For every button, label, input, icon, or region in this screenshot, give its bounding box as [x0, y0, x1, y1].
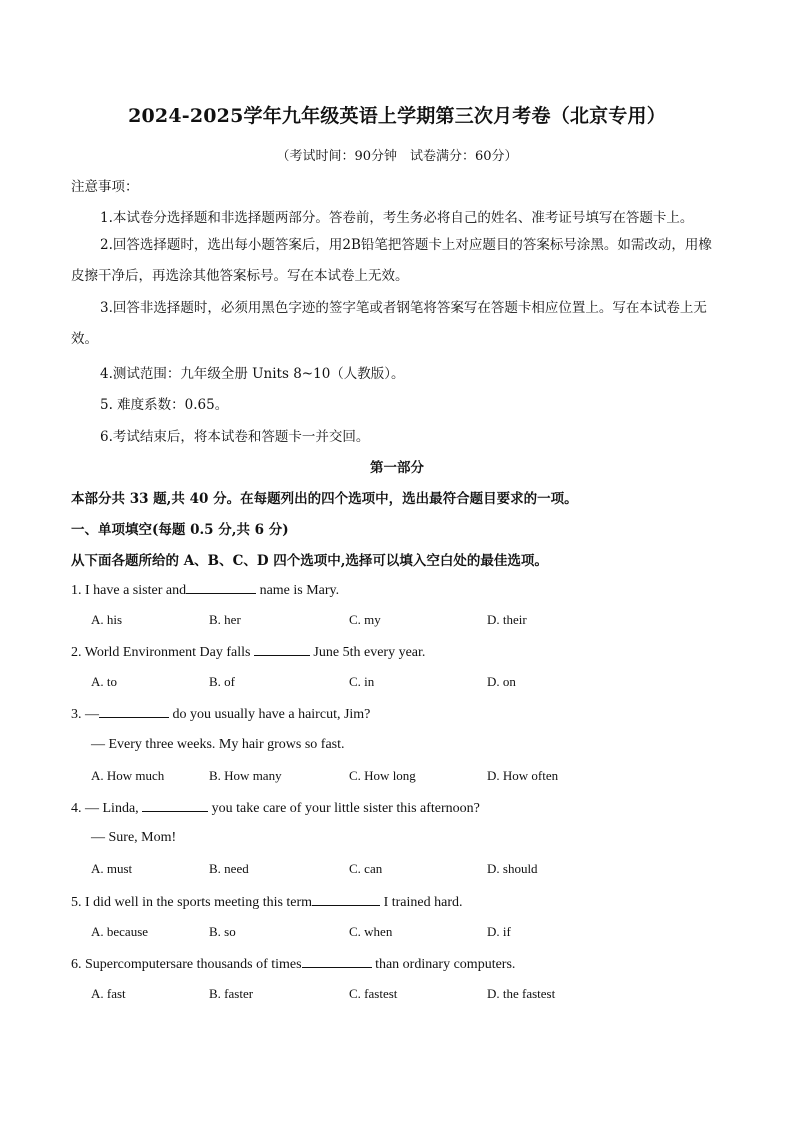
answer-blank	[99, 705, 169, 718]
question-2-option-b: B. of	[209, 674, 235, 689]
question-4-option-d: D. should	[487, 861, 538, 876]
question-3-option-d: D. How often	[487, 768, 559, 783]
section-title: 一、单项填空(每题 0.5 分,共 6 分)	[71, 522, 289, 538]
note-item-2: 2.回答选择题时，选出每小题答案后，用2B铅笔把答题卡上对应题目的答案标号涂黑。如需改动，用橡皮擦干净后，再选涂其他答案标号。写在本试卷上无效。	[71, 237, 712, 284]
question-1-option-b: B. her	[209, 612, 241, 627]
question-4-reply: — Sure, Mom!	[91, 830, 177, 845]
question-5-option-b: B. so	[209, 924, 236, 939]
question-3-stem-after: do you usually have a haircut, Jim?	[169, 707, 371, 722]
question-2-option-c: C. in	[349, 674, 375, 689]
answer-blank	[312, 893, 380, 906]
question-3-reply: — Every three weeks. My hair grows so fast.	[91, 737, 345, 752]
answer-blank	[142, 799, 208, 812]
question-4-option-a: A. must	[91, 861, 133, 876]
part-heading: 第一部分	[370, 460, 424, 476]
question-6-option-d: D. the fastest	[487, 986, 556, 1001]
question-6-option-c: C. fastest	[349, 986, 398, 1001]
note-item-1: 1.本试卷分选择题和非选择题两部分。答卷前，考生务必将自己的姓名、准考证号填写在答题卡上。	[100, 210, 694, 226]
question-3-stem-before: 3. —	[71, 707, 99, 722]
question-2-stem-after: June 5th every year.	[309, 645, 426, 660]
question-4-option-c: C. can	[349, 861, 383, 876]
question-2-option-a: A. to	[91, 674, 117, 689]
question-5-stem	[71, 893, 463, 911]
question-5-option-c: C. when	[349, 924, 393, 939]
exam-title: 2024-2025学年九年级英语上学期第三次月考卷（北京专用）	[128, 105, 666, 127]
question-6-option-b: B. faster	[209, 986, 254, 1001]
question-4-stem-after: you take care of your little sister this afternoon?	[208, 801, 480, 816]
question-3-option-b: B. How many	[209, 768, 282, 783]
question-1-stem-after: name is Mary.	[256, 583, 340, 598]
question-1-option-c: C. my	[349, 612, 381, 627]
question-5-stem-before: 5. I did well in the sports meeting this term	[71, 895, 313, 910]
notes-heading: 注意事项：	[71, 179, 139, 195]
question-4-stem-before: 4. — Linda,	[71, 801, 143, 816]
question-4-option-b: B. need	[209, 861, 249, 876]
exam-subtitle: （考试时间：90分钟 试卷满分：60分）	[276, 149, 518, 164]
question-5-option-d: D. if	[487, 924, 511, 939]
question-2-option-d: D. on	[487, 674, 516, 689]
part-intro: 本部分共 33 题,共 40 分。在每题列出的四个选项中，选出最符合题目要求的一项。	[71, 491, 578, 507]
question-5-option-a: A. because	[91, 924, 149, 939]
question-6-option-a: A. fast	[91, 986, 126, 1001]
question-3-stem	[71, 705, 370, 723]
question-3-option-a: A. How much	[91, 768, 165, 783]
answer-blank	[254, 643, 310, 656]
question-5-stem-after: I trained hard.	[380, 895, 463, 910]
section-instruction: 从下面各题所给的 A、B、C、D 四个选项中,选择可以填入空白处的最佳选项。	[71, 553, 548, 569]
answer-blank	[302, 955, 372, 968]
note-item-4: 4.测试范围：九年级全册 Units 8~10（人教版）。	[100, 366, 405, 382]
note-item-5: 5. 难度系数：0.65。	[100, 397, 229, 413]
question-1-option-d: D. their	[487, 612, 527, 627]
question-6-stem-before: 6. Supercomputersare thousands of times	[71, 957, 302, 972]
question-1-stem-before: 1. I have a sister and	[71, 583, 187, 598]
note-item-3: 3.回答非选择题时，必须用黑色字迹的签字笔或者钢笔将答案写在答题卡相应位置上。写在本试卷上无效。	[71, 300, 707, 347]
question-1-option-a: A. his	[91, 612, 123, 627]
answer-blank	[186, 581, 256, 594]
note-item-6: 6.考试结束后，将本试卷和答题卡一并交回。	[100, 429, 370, 445]
question-2-stem-before: 2. World Environment Day falls	[71, 645, 254, 660]
question-4-stem	[71, 799, 480, 817]
question-6-stem-after: than ordinary computers.	[371, 957, 516, 972]
question-3-option-c: C. How long	[349, 768, 416, 783]
question-2-stem	[71, 643, 425, 661]
question-6-stem	[71, 955, 515, 973]
question-1-stem	[71, 581, 339, 599]
